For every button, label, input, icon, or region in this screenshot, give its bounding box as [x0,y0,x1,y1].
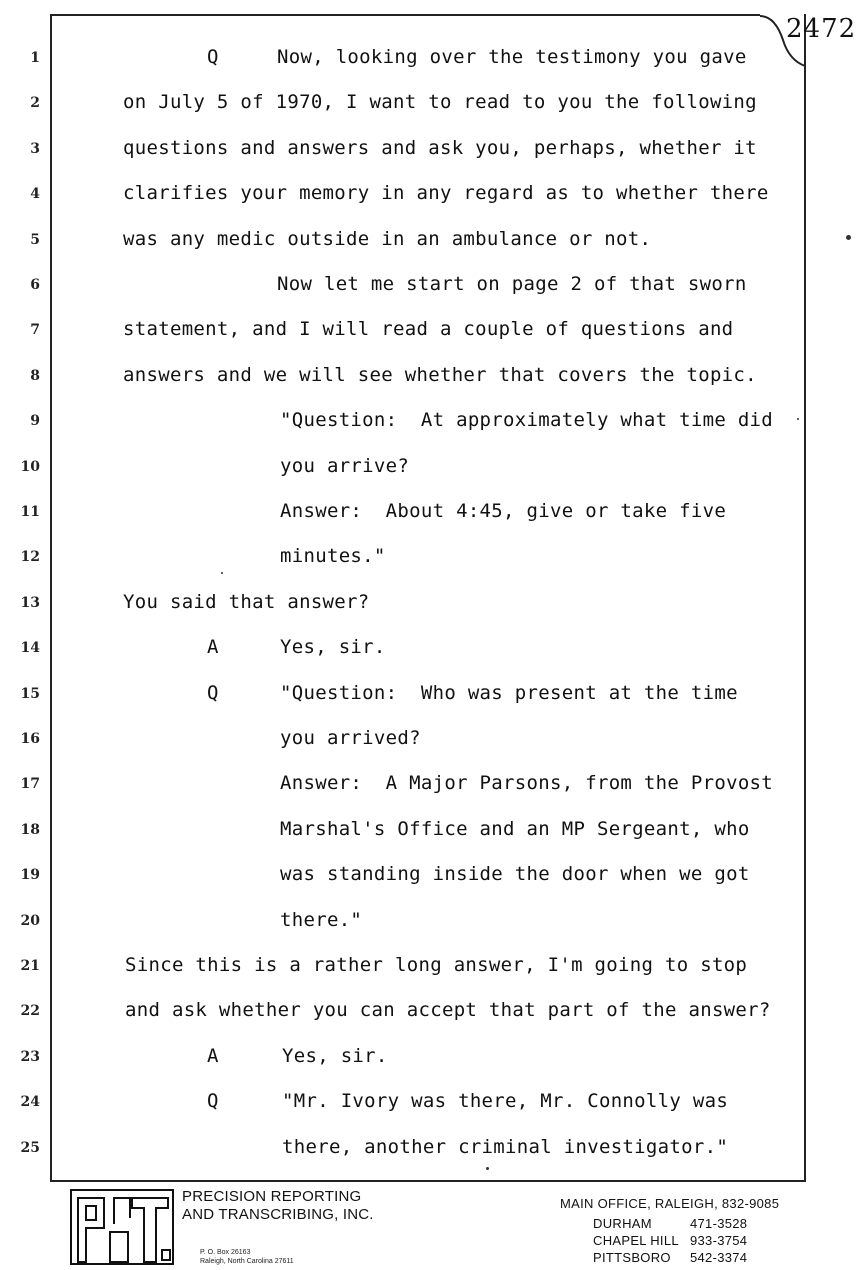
line-number: 24 [20,1094,40,1110]
transcript-line: Yes, sir. [282,1045,388,1067]
page-number: 2472 [786,14,857,44]
line-number: 8 [30,368,40,384]
line-number: 21 [20,958,40,974]
office-city: PITTSBORO [593,1250,671,1265]
speaker-label: Q [207,46,219,68]
line-number: 20 [20,913,40,929]
transcript-line: and ask whether you can accept that part of the answer? [125,999,771,1021]
transcript-line: on July 5 of 1970, I want to read to you the following [123,91,757,113]
line-number: 17 [20,776,40,792]
speaker-label: Q [207,1090,219,1112]
transcript-line: Answer: A Major Parsons, from the Provost [280,772,774,794]
line-number: 9 [30,413,40,429]
line-number: 14 [20,640,40,656]
transcript-line: there, another criminal investigator." [282,1136,729,1158]
line-number: 22 [20,1003,40,1019]
office-phone: 471-3528 [690,1216,748,1231]
office-phone: 542-3374 [690,1250,748,1265]
transcript-line: there." [280,909,363,931]
scan-speck [797,418,799,420]
line-number: 23 [20,1049,40,1065]
transcript-line: minutes." [280,545,386,567]
firm-name-line1: PRECISION REPORTING [182,1188,362,1205]
line-number: 18 [20,822,40,838]
transcript-line: Now, looking over the testimony you gave [277,46,747,68]
transcript-line: you arrive? [280,455,410,477]
speaker-label: A [207,636,219,658]
transcript-line: answers and we will see whether that covers the topic. [123,364,757,386]
transcript-line: you arrived? [280,727,421,749]
firm-logo [70,1188,174,1266]
line-number: 11 [20,504,40,520]
line-number: 4 [30,186,40,202]
line-number: 10 [20,459,40,475]
transcript-line: Answer: About 4:45, give or take five [280,500,727,522]
scan-speck [846,235,851,240]
transcript-line: "Question: At approximately what time did [280,409,774,431]
main-office: MAIN OFFICE, RALEIGH, 832-9085 [560,1196,780,1211]
office-city: CHAPEL HILL [593,1233,679,1248]
transcript-line: Yes, sir. [280,636,386,658]
transcript-line: clarifies your memory in any regard as to whether there [123,182,769,204]
line-number: 6 [30,277,40,293]
transcript-line: statement, and I will read a couple of questions and [123,318,734,340]
line-number: 7 [30,322,40,338]
transcript-line: "Mr. Ivory was there, Mr. Connolly was [282,1090,729,1112]
scan-speck [486,1167,489,1170]
line-number: 19 [20,867,40,883]
line-number: 13 [20,595,40,611]
transcript-line: You said that answer? [123,591,370,613]
transcript-line: Since this is a rather long answer, I'm going to stop [125,954,748,976]
speaker-label: A [207,1045,219,1067]
line-number: 1 [30,50,40,66]
line-number: 12 [20,549,40,565]
office-city: DURHAM [593,1216,652,1231]
transcript-line: was standing inside the door when we got [280,863,750,885]
scan-speck [221,572,223,574]
line-number: 5 [30,232,40,248]
transcript-line: Now let me start on page 2 of that sworn [277,273,747,295]
line-number: 2 [30,95,40,111]
transcript-line: "Question: Who was present at the time [280,682,738,704]
office-phone: 933-3754 [690,1233,748,1248]
line-number: 15 [20,686,40,702]
firm-address-line1: P. O. Box 26163 [200,1249,251,1256]
transcript-line: questions and answers and ask you, perhaps, whether it [123,137,757,159]
line-number: 25 [20,1140,40,1156]
line-number: 3 [30,141,40,157]
line-number: 16 [20,731,40,747]
transcript-line: Marshal's Office and an MP Sergeant, who [280,818,750,840]
speaker-label: Q [207,682,219,704]
firm-name-line2: AND TRANSCRIBING, INC. [182,1206,374,1223]
transcript-line: was any medic outside in an ambulance or not. [123,228,652,250]
firm-address-line2: Raleigh, North Carolina 27611 [200,1258,294,1265]
